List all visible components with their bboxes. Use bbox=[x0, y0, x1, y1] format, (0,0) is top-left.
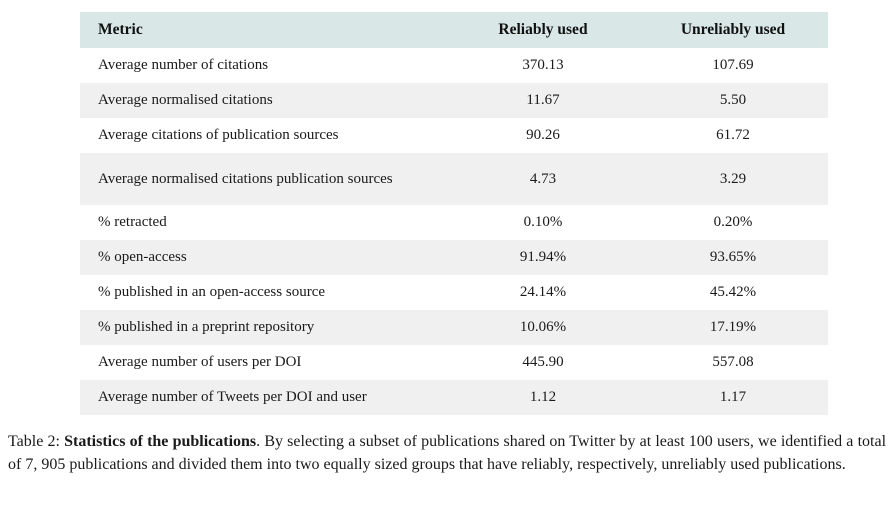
cell-unreliably: 61.72 bbox=[638, 118, 828, 153]
cell-unreliably: 17.19% bbox=[638, 310, 828, 345]
cell-reliably: 1.12 bbox=[448, 380, 638, 415]
cell-unreliably: 1.17 bbox=[638, 380, 828, 415]
cell-unreliably: 3.29 bbox=[638, 153, 828, 205]
cell-reliably: 91.94% bbox=[448, 240, 638, 275]
cell-unreliably: 93.65% bbox=[638, 240, 828, 275]
column-header-metric: Metric bbox=[80, 12, 448, 48]
table-row bbox=[80, 205, 828, 240]
table-row bbox=[80, 153, 828, 205]
table-body bbox=[80, 48, 828, 415]
cell-metric: Average number of citations bbox=[80, 48, 448, 83]
column-header-unreliably-used: Unreliably used bbox=[638, 12, 828, 48]
cell-reliably: 10.06% bbox=[448, 310, 638, 345]
cell-reliably: 24.14% bbox=[448, 275, 638, 310]
caption-label: Table 2: bbox=[8, 433, 60, 450]
table-row bbox=[80, 275, 828, 310]
cell-unreliably: 5.50 bbox=[638, 83, 828, 118]
table-caption bbox=[8, 431, 886, 476]
table-row bbox=[80, 240, 828, 275]
table-row bbox=[80, 310, 828, 345]
cell-reliably: 11.67 bbox=[448, 83, 638, 118]
cell-unreliably: 107.69 bbox=[638, 48, 828, 83]
table-header-row bbox=[80, 12, 828, 48]
table-row bbox=[80, 118, 828, 153]
statistics-table bbox=[80, 12, 828, 415]
cell-metric: Average normalised citations publication sources bbox=[80, 153, 448, 205]
cell-metric: Average normalised citations bbox=[80, 83, 448, 118]
cell-reliably: 370.13 bbox=[448, 48, 638, 83]
cell-metric: % published in a preprint repository bbox=[80, 310, 448, 345]
table-row bbox=[80, 48, 828, 83]
cell-metric: Average citations of publication sources bbox=[80, 118, 448, 153]
table-header bbox=[80, 12, 828, 48]
cell-reliably: 90.26 bbox=[448, 118, 638, 153]
column-header-reliably-used: Reliably used bbox=[448, 12, 638, 48]
cell-unreliably: 45.42% bbox=[638, 275, 828, 310]
cell-metric: Average number of users per DOI bbox=[80, 345, 448, 380]
cell-metric: Average number of Tweets per DOI and user bbox=[80, 380, 448, 415]
cell-unreliably: 0.20% bbox=[638, 205, 828, 240]
cell-metric: % published in an open-access source bbox=[80, 275, 448, 310]
statistics-table-container bbox=[80, 12, 810, 415]
cell-reliably: 0.10% bbox=[448, 205, 638, 240]
caption-body: . By selecting a subset of publications shared on Twitter by at least 100 users, we identified a total of 7, 905 publications and divided them into two equally sized groups that have reliably, respectively, unreliably used publications. bbox=[8, 433, 887, 473]
cell-metric: % open-access bbox=[80, 240, 448, 275]
cell-metric: % retracted bbox=[80, 205, 448, 240]
cell-reliably: 4.73 bbox=[448, 153, 638, 205]
caption-title: Statistics of the publications bbox=[64, 433, 257, 450]
table-row bbox=[80, 345, 828, 380]
table-row bbox=[80, 83, 828, 118]
table-row bbox=[80, 380, 828, 415]
cell-reliably: 445.90 bbox=[448, 345, 638, 380]
cell-unreliably: 557.08 bbox=[638, 345, 828, 380]
